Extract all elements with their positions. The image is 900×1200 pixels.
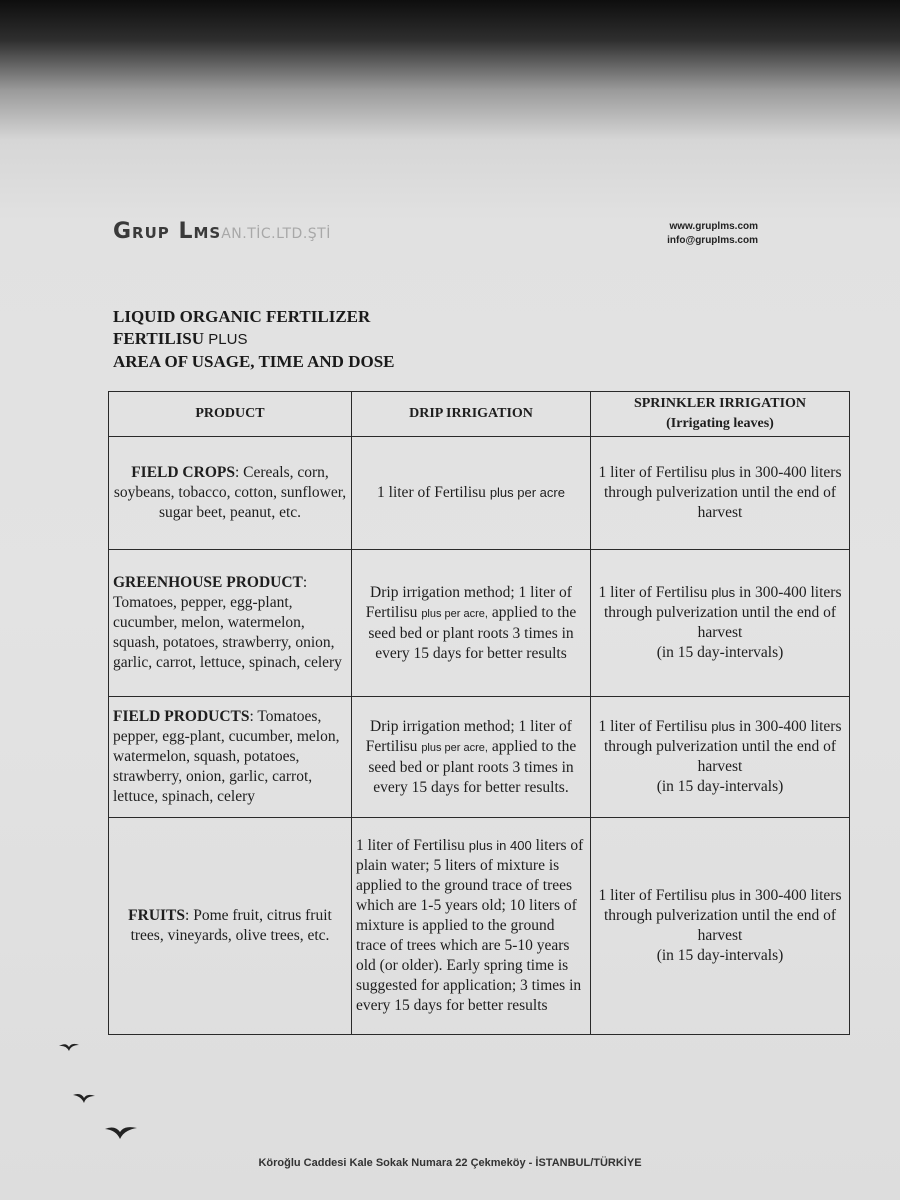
title-line-2: [113, 328, 395, 351]
product-category: FRUITS: [128, 907, 186, 924]
sprinkler-text-small: plus: [711, 888, 736, 903]
document-titles: [113, 306, 395, 373]
drip-text-small: plus in 400: [468, 838, 532, 853]
sprinkler-text-post: in 300-400 liters through pulverization until the end of harvest: [603, 464, 842, 521]
sprinkler-text-pre: 1 liter of Fertilisu: [598, 584, 708, 601]
table-row: [109, 550, 850, 697]
dose-table: [108, 391, 850, 1035]
sprinkler-cell: [591, 818, 850, 1035]
sprinkler-text-small: plus: [711, 585, 736, 600]
sprinkler-text-pre: 1 liter of Fertilisu: [598, 464, 708, 481]
drip-text-small: plus per acre,: [421, 607, 488, 620]
sprinkler-interval: (in 15 day-intervals): [656, 947, 784, 964]
drip-text-pre: 1 liter of Fertilisu: [377, 484, 486, 501]
table-row: [109, 437, 850, 550]
header-sprinkler-sub: (Irrigating leaves): [666, 416, 774, 431]
header-sprinkler-title: SPRINKLER IRRIGATION: [633, 396, 807, 411]
sprinkler-text-small: plus: [711, 719, 736, 734]
sprinkler-interval: (in 15 day-intervals): [656, 778, 784, 795]
product-description: : Tomatoes, pepper, egg-plant, cucumber, melon, watermelon, squash, potatoes, strawberry, onion, garlic, carrot, lettuce, spinach, celery: [113, 708, 340, 805]
company-logo: [113, 219, 331, 244]
title-line-3: AREA OF USAGE, TIME AND DOSE: [113, 352, 395, 371]
logo-sub-text: AN.TİC.LTD.ŞTİ: [221, 226, 331, 242]
sprinkler-cell: [591, 550, 850, 697]
table-header-row: [109, 392, 850, 437]
product-category: GREENHOUSE PRODUCT: [113, 574, 303, 591]
drip-text-pre: Drip irrigation method; 1 liter of Fertilisu: [365, 717, 572, 755]
sprinkler-text-post: in 300-400 liters through pulverization until the end of harvest: [603, 718, 842, 775]
product-description: : Tomatoes, pepper, egg-plant, cucumber, melon, watermelon, squash, potatoes, strawberry, onion, garlic, carrot, lettuce, spinach, celery: [113, 574, 342, 671]
product-description: : Pome fruit, citrus fruit trees, vineyards, olive trees, etc.: [130, 907, 332, 944]
title-line-1: LIQUID ORGANIC FERTILIZER: [113, 307, 371, 326]
email-text: info@grupIms.com: [667, 235, 758, 246]
product-cell: [109, 437, 352, 550]
table-row: [109, 697, 850, 818]
sprinkler-interval: (in 15 day-intervals): [656, 644, 784, 661]
punch-mark-icon: [72, 1090, 96, 1104]
drip-text-post: applied to the seed bed or plant roots 3 times in every 15 days for better results: [368, 603, 577, 662]
drip-text-small: plus per acre,: [421, 741, 488, 754]
sprinkler-cell: [591, 437, 850, 550]
sprinkler-text-post: in 300-400 liters through pulverization until the end of harvest: [603, 584, 842, 641]
footer-address: Köroğlu Caddesi Kale Sokak Numara 22 Çekmeköy - İSTANBUL/TÜRKİYE: [258, 1157, 642, 1169]
header-product: PRODUCT: [109, 392, 352, 437]
drip-cell: [352, 437, 591, 550]
drip-cell: [352, 697, 591, 818]
product-category: FIELD CROPS: [131, 464, 235, 481]
sprinkler-cell: [591, 697, 850, 818]
product-category: FIELD PRODUCTS: [113, 708, 250, 725]
product-description: : Cereals, corn, soybeans, tobacco, cotton, sunflower, sugar beet, peanut, etc.: [113, 464, 347, 521]
sprinkler-text-small: plus: [711, 465, 736, 480]
drip-text-post: applied to the seed bed or plant roots 3 times in every 15 days for better results.: [368, 737, 577, 796]
sprinkler-text-pre: 1 liter of Fertilisu: [598, 887, 708, 904]
table-row: [109, 818, 850, 1035]
header-sprinkler: [591, 392, 850, 437]
drip-text-post: liters of plain water; 5 liters of mixture is applied to the ground trace of trees which are 1-5 years old; 10 liters of mixture is applied to the ground trace of trees which are 5-10 years old (or older). Early spring time is suggested for application; 3 times in every 15 days for better results: [356, 837, 584, 1014]
product-name: FERTILISU: [113, 329, 205, 348]
drip-cell: [352, 550, 591, 697]
header-drip: DRIP IRRIGATION: [352, 392, 591, 437]
punch-mark-icon: [104, 1122, 138, 1140]
drip-text-small: plus per acre: [489, 485, 565, 500]
product-cell: [109, 697, 352, 818]
drip-cell: [352, 818, 591, 1035]
contact-info: [638, 220, 758, 248]
product-cell: [109, 550, 352, 697]
drip-text-pre: 1 liter of Fertilisu: [356, 837, 465, 854]
logo-main-text: Grup Lms: [113, 219, 222, 244]
product-cell: [109, 818, 352, 1035]
sprinkler-text-pre: 1 liter of Fertilisu: [598, 718, 708, 735]
website-text: www.gruplms.com: [669, 221, 758, 232]
punch-mark-icon: [58, 1040, 80, 1052]
sprinkler-text-post: in 300-400 liters through pulverization until the end of harvest: [603, 887, 842, 944]
drip-text-pre: Drip irrigation method; 1 liter of Fertilisu: [365, 583, 572, 621]
product-plus: PLUS: [208, 331, 248, 348]
